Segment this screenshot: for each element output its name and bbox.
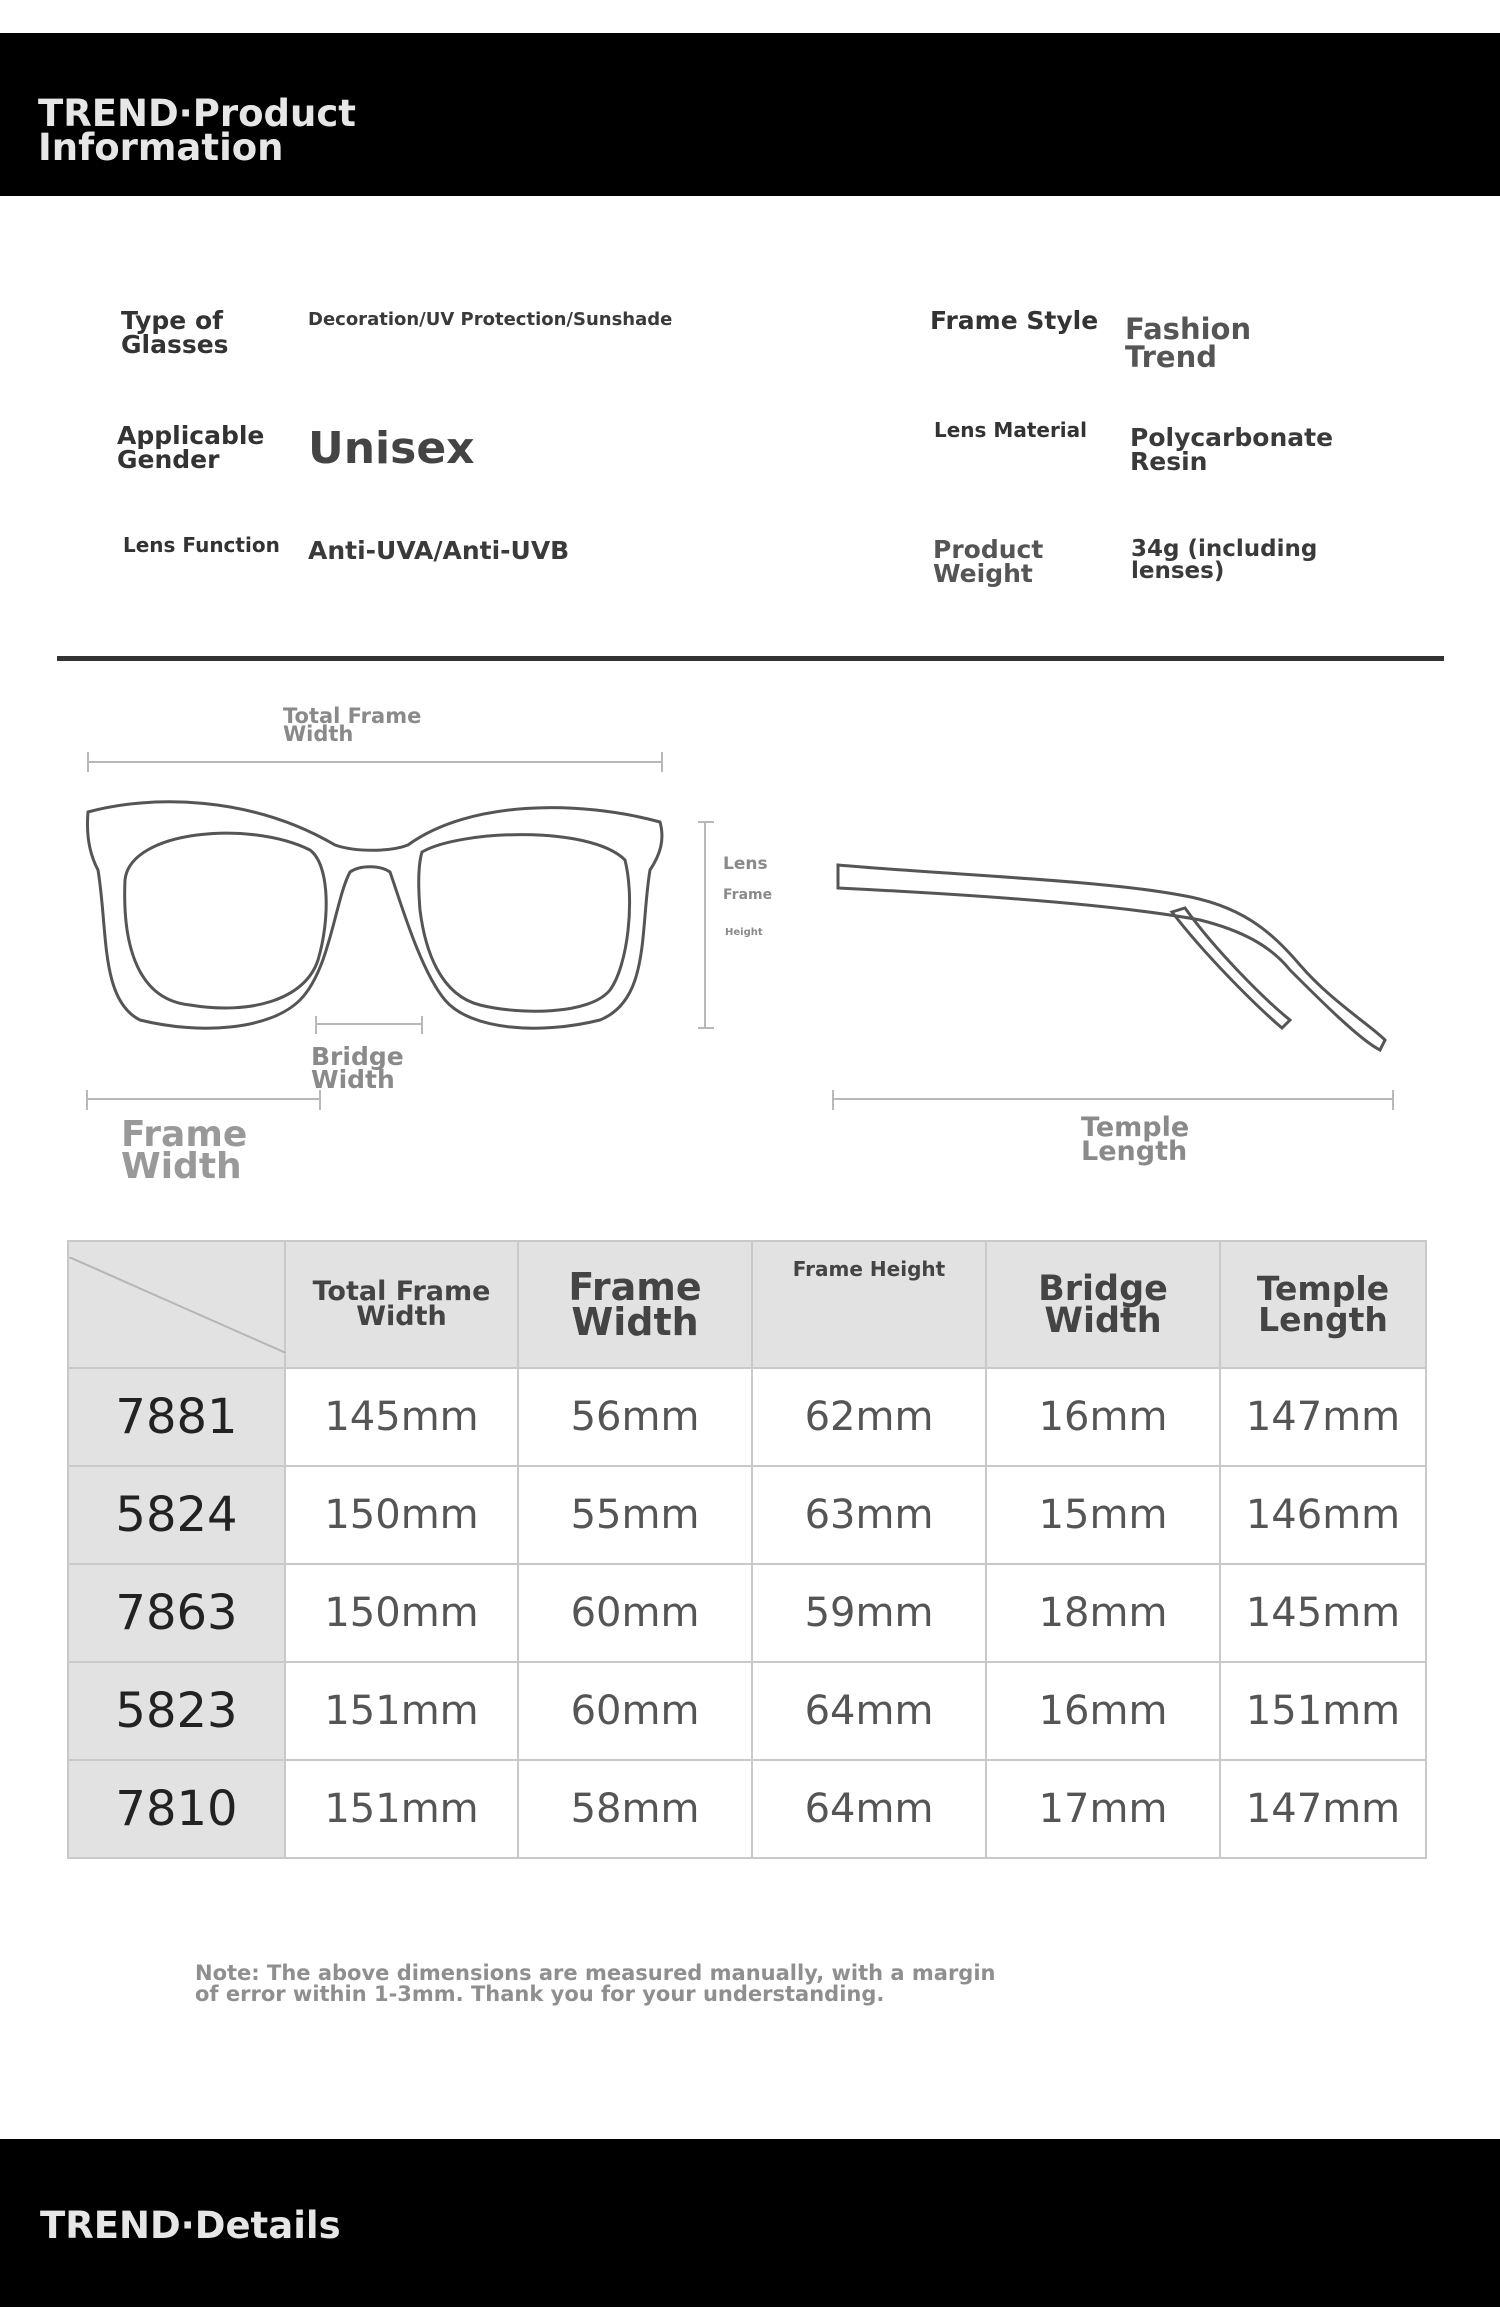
product-weight-label: Product Weight <box>933 535 1044 588</box>
model-number: 7863 <box>68 1564 285 1662</box>
table-row <box>68 1564 1426 1662</box>
frame-height-cell: 64mm <box>752 1662 986 1760</box>
bridge-width-cell: 17mm <box>986 1760 1220 1858</box>
applicable-gender-value: Unisex <box>308 423 475 474</box>
header-frame-width: Frame Width <box>518 1241 752 1368</box>
frame-height-cell: 62mm <box>752 1368 986 1466</box>
lens-function-label: Lens Function <box>123 533 280 557</box>
model-number: 5823 <box>68 1662 285 1760</box>
frame-width-cell: 58mm <box>518 1760 752 1858</box>
glasses-side-view <box>838 865 1385 1050</box>
lens-frame-height-label-line3: Height <box>725 927 763 938</box>
lens-frame-height-label-line2: Frame <box>723 887 773 903</box>
model-number: 7881 <box>68 1368 285 1466</box>
frame-width-label: Frame Width <box>121 1114 248 1188</box>
lens-material-label: Lens Material <box>934 418 1088 442</box>
frame-width-cell: 55mm <box>518 1466 752 1564</box>
model-number: 5824 <box>68 1466 285 1564</box>
table-header-row <box>68 1241 1426 1368</box>
frame-height-cell: 63mm <box>752 1466 986 1564</box>
table-row <box>68 1760 1426 1858</box>
temple-length-cell: 145mm <box>1220 1564 1426 1662</box>
bridge-width-label: Bridge Width <box>311 1042 404 1094</box>
type-of-glasses-value: Decoration/UV Protection/Sunshade <box>308 309 673 330</box>
frame-width-cell: 60mm <box>518 1564 752 1662</box>
total-frame-width-cell: 151mm <box>285 1760 518 1858</box>
temple-length-cell: 147mm <box>1220 1760 1426 1858</box>
table-row <box>68 1662 1426 1760</box>
table-row <box>68 1368 1426 1466</box>
total-frame-width-cell: 150mm <box>285 1564 518 1662</box>
total-frame-width-cell: 150mm <box>285 1466 518 1564</box>
section-title-product-information: TREND·Product Information <box>38 92 356 169</box>
frame-width-cell: 60mm <box>518 1662 752 1760</box>
product-weight-value: 34g (including lenses) <box>1131 536 1318 584</box>
header-bar <box>0 33 1500 196</box>
total-frame-width-cell: 145mm <box>285 1368 518 1466</box>
total-frame-width-cell: 151mm <box>285 1662 518 1760</box>
bridge-width-cell: 18mm <box>986 1564 1220 1662</box>
section-title-details: TREND·Details <box>40 2204 341 2247</box>
glasses-front-view <box>87 802 661 1028</box>
frame-style-label: Frame Style <box>930 306 1099 335</box>
size-table <box>67 1240 1427 1859</box>
section-divider <box>57 656 1444 661</box>
table-row <box>68 1466 1426 1564</box>
frame-height-cell: 64mm <box>752 1760 986 1858</box>
lens-function-value: Anti-UVA/Anti-UVB <box>308 536 570 565</box>
diagonal-divider-icon <box>69 1257 286 1353</box>
model-number: 7810 <box>68 1760 285 1858</box>
header-temple-length: Temple Length <box>1220 1241 1426 1368</box>
applicable-gender-label: Applicable Gender <box>117 421 265 474</box>
bridge-width-cell: 16mm <box>986 1368 1220 1466</box>
header-bridge-width: Bridge Width <box>986 1241 1220 1368</box>
temple-length-cell: 146mm <box>1220 1466 1426 1564</box>
lens-frame-height-label-line1: Lens <box>723 854 768 874</box>
header-total-frame-width: Total Frame Width <box>285 1241 518 1368</box>
lens-material-value: Polycarbonate Resin <box>1130 423 1334 476</box>
temple-length-label: Temple Length <box>1081 1112 1190 1168</box>
frame-width-cell: 56mm <box>518 1368 752 1466</box>
bridge-width-cell: 15mm <box>986 1466 1220 1564</box>
measurement-note: Note: The above dimensions are measured manually, with a margin of error within 1-3mm. Thank you for your understanding. <box>195 1961 996 2006</box>
header-frame-height: Frame Height <box>752 1241 986 1368</box>
total-frame-width-label: Total Frame Width <box>283 704 422 746</box>
table-corner-cell <box>68 1241 285 1368</box>
temple-length-cell: 147mm <box>1220 1368 1426 1466</box>
footer-bar <box>0 2139 1500 2307</box>
temple-length-cell: 151mm <box>1220 1662 1426 1760</box>
bridge-width-cell: 16mm <box>986 1662 1220 1760</box>
frame-style-value: Fashion Trend <box>1125 312 1252 374</box>
type-of-glasses-label: Type of Glasses <box>121 306 229 359</box>
frame-height-cell: 59mm <box>752 1564 986 1662</box>
